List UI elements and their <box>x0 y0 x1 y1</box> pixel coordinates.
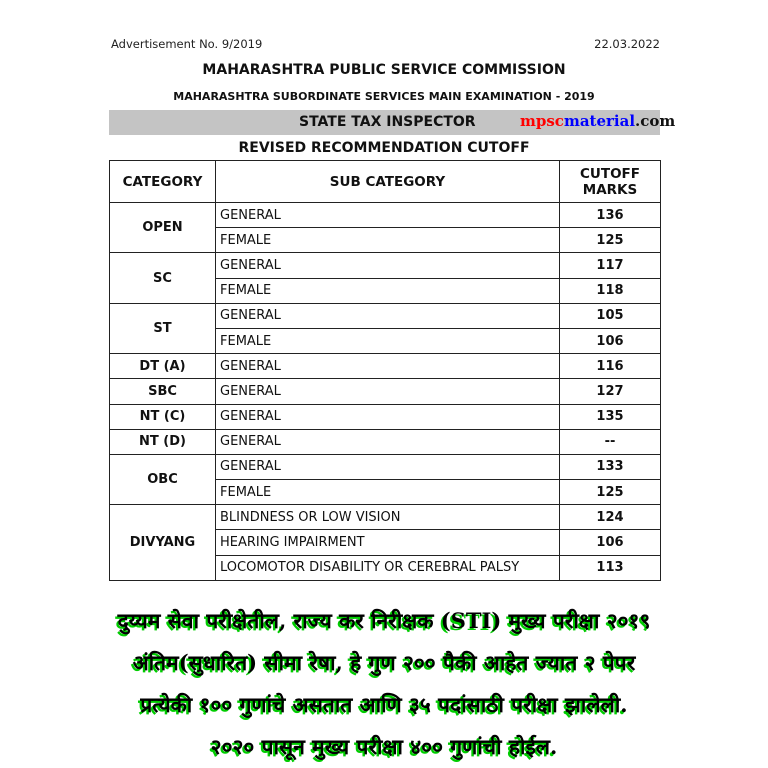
table-row <box>110 379 661 404</box>
subtitle: REVISED RECOMMENDATION CUTOFF <box>238 140 530 156</box>
sub-category-cell: BLINDNESS OR LOW VISION <box>216 505 560 530</box>
note-line: अंतिम(सुधारित) सीमा रेषा, हे गुण २०० पैकी आहेत ज्यात २ पेपर <box>132 650 636 675</box>
sub-category-cell: GENERAL <box>216 404 560 429</box>
sub-category-cell: FEMALE <box>216 328 560 353</box>
cutoff-marks-cell: 116 <box>560 354 661 379</box>
sub-category-cell: FEMALE <box>216 480 560 505</box>
note-line: प्रत्येकी १०० गुणांचे असतात आणि ३५ पदांसाठी परीक्षा झालेली. <box>140 692 628 717</box>
post-band <box>109 110 676 135</box>
cutoff-marks-cell: 106 <box>560 530 661 555</box>
cutoff-marks-cell: 135 <box>560 404 661 429</box>
commission-title: MAHARASHTRA PUBLIC SERVICE COMMISSION <box>202 62 566 78</box>
cutoff-marks-cell: 118 <box>560 278 661 303</box>
sub-category-cell: GENERAL <box>216 454 560 479</box>
sub-category-cell: GENERAL <box>216 303 560 328</box>
cutoff-marks-cell: 127 <box>560 379 661 404</box>
advertisement-number: Advertisement No. 9/2019 <box>111 37 263 51</box>
brand-part-1: mpsc <box>520 112 564 130</box>
cutoff-marks-cell: 105 <box>560 303 661 328</box>
category-cell: DIVYANG <box>110 505 216 581</box>
brand-part-3: .com <box>635 112 676 130</box>
cutoff-marks-cell: 133 <box>560 454 661 479</box>
brand-watermark <box>520 112 675 130</box>
marathi-note <box>0 600 768 768</box>
header-category: CATEGORY <box>110 161 216 203</box>
exam-title: MAHARASHTRA SUBORDINATE SERVICES MAIN EXAMINATION - 2019 <box>173 90 595 103</box>
cutoff-marks-cell: 106 <box>560 328 661 353</box>
sub-category-cell: GENERAL <box>216 429 560 454</box>
table-row <box>110 203 661 228</box>
cutoff-marks-cell: 125 <box>560 480 661 505</box>
date: 22.03.2022 <box>594 37 660 51</box>
brand-part-2: material <box>563 112 636 130</box>
sub-category-cell: GENERAL <box>216 253 560 278</box>
sub-category-cell: HEARING IMPAIRMENT <box>216 530 560 555</box>
cutoff-marks-cell: 124 <box>560 505 661 530</box>
sub-category-cell: GENERAL <box>216 203 560 228</box>
cutoff-marks-cell: 136 <box>560 203 661 228</box>
category-cell: SC <box>110 253 216 303</box>
sub-category-cell: LOCOMOTOR DISABILITY OR CEREBRAL PALSY <box>216 555 560 580</box>
category-cell: OPEN <box>110 203 216 253</box>
table-row <box>110 303 661 328</box>
note-line: २०२० पासून मुख्य परीक्षा ४०० गुणांची होईल. <box>210 734 558 759</box>
table-row <box>110 404 661 429</box>
table-row <box>110 454 661 479</box>
cutoff-marks-cell: 117 <box>560 253 661 278</box>
category-cell: DT (A) <box>110 354 216 379</box>
header-sub-category: SUB CATEGORY <box>216 161 560 203</box>
category-cell: ST <box>110 303 216 353</box>
table-row <box>110 253 661 278</box>
cutoff-marks-cell: 113 <box>560 555 661 580</box>
category-cell: NT (C) <box>110 404 216 429</box>
sub-category-cell: FEMALE <box>216 228 560 253</box>
category-cell: OBC <box>110 454 216 504</box>
header-cutoff-marks: CUTOFF MARKS <box>560 161 661 203</box>
cutoff-table <box>109 160 661 581</box>
category-cell: SBC <box>110 379 216 404</box>
sub-category-cell: GENERAL <box>216 354 560 379</box>
table-row <box>110 429 661 454</box>
sub-category-cell: FEMALE <box>216 278 560 303</box>
table-row <box>110 354 661 379</box>
cutoff-marks-cell: 125 <box>560 228 661 253</box>
sub-category-cell: GENERAL <box>216 379 560 404</box>
table-row <box>110 505 661 530</box>
note-line: दुय्यम सेवा परीक्षेतील, राज्य कर निरीक्षक (STI) मुख्य परीक्षा २०१९ <box>117 608 651 633</box>
post-title: STATE TAX INSPECTOR <box>299 114 476 130</box>
cutoff-marks-cell: -- <box>560 429 661 454</box>
category-cell: NT (D) <box>110 429 216 454</box>
